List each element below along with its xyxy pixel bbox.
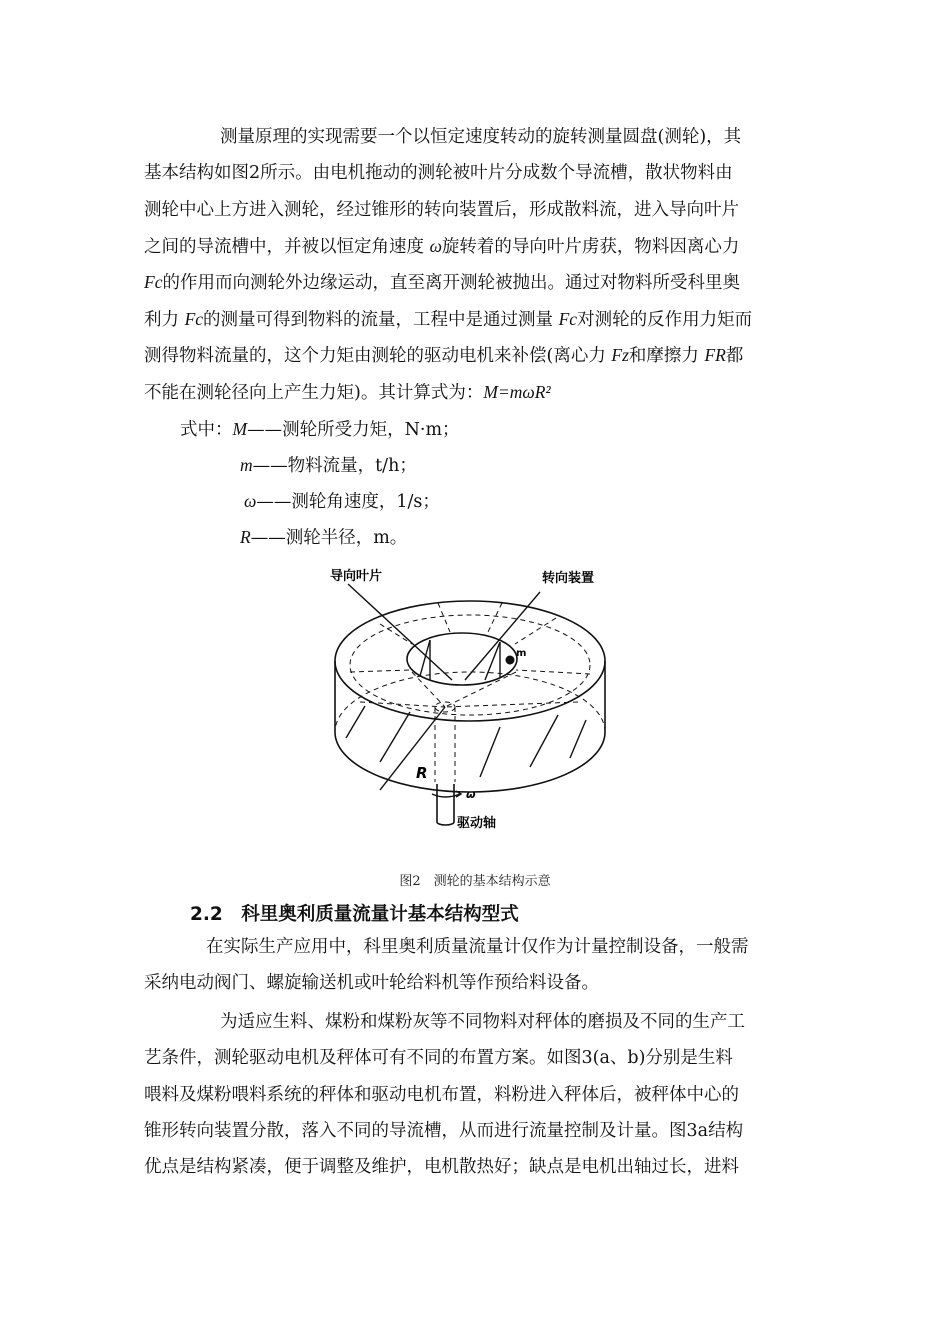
front-blade xyxy=(380,712,410,762)
def-mass-flow xyxy=(240,454,417,477)
turner-leader-line xyxy=(465,592,540,680)
fc-symbol: Fc xyxy=(558,309,578,329)
para1-line-6-c: 对测轮的反作用力矩而 xyxy=(577,310,753,330)
para3-line-5: 优点是结构紧凑，便于调整及维护，电机散热好；缺点是电机出轴过长，进料 xyxy=(144,1157,739,1177)
blade-line xyxy=(488,603,502,632)
label-turning-device: 转向装置 xyxy=(542,571,595,586)
front-blade xyxy=(346,706,365,738)
radius-line xyxy=(380,707,445,790)
para3-line-1: 为适应生料、煤粉和煤粉灰等不同物料对秤体的磨损及不同的生产工 xyxy=(220,1012,745,1032)
def-prefix: 式中： xyxy=(180,420,233,440)
para1-line-4-a: 之间的导流槽中，并被以恒定角速度 xyxy=(144,237,430,257)
def-angular-velocity-symbol: ω xyxy=(244,491,257,511)
fz-symbol: Fz xyxy=(611,345,629,365)
blades-leader-line xyxy=(348,584,452,680)
label-omega: ω xyxy=(466,788,476,801)
para2-line-2: 采纳电动阀门、螺旋输送机或叶轮给料机等作预给料设备。 xyxy=(144,973,599,993)
fc-symbol: Fc xyxy=(184,309,204,329)
fr-symbol: FR xyxy=(704,345,726,365)
wheel-bottom-arc xyxy=(335,732,605,792)
label-radius: R xyxy=(416,764,428,782)
measuring-wheel-figure xyxy=(320,562,620,857)
para1-line-1: 测量原理的实现需要一个以恒定速度转动的旋转测量圆盘(测轮)，其 xyxy=(220,127,742,147)
mass-particle-dot xyxy=(506,656,515,665)
para1-line-8-a: 不能在测轮径向上产生力矩)。其计算式为： xyxy=(144,383,484,403)
para3-line-2: 艺条件，测轮驱动电机及秤体可有不同的布置方案。如图3(a、b)分别是生料 xyxy=(144,1048,733,1068)
blade-line xyxy=(350,670,410,672)
para1-line-5 xyxy=(144,271,740,294)
blade-line xyxy=(516,670,590,674)
front-blade xyxy=(480,727,500,777)
def-radius-text: ——测轮半径，m。 xyxy=(250,528,408,548)
fc-symbol: Fc xyxy=(144,272,163,292)
figure-caption: 图2 测轮的基本结构示意 xyxy=(399,874,551,889)
def-radius xyxy=(240,526,407,549)
def-mass-flow-text: ——物料流量，t/h； xyxy=(252,456,417,476)
para1-line-4 xyxy=(144,235,739,258)
label-mass: m xyxy=(516,648,527,659)
para1-line-7-c: 都 xyxy=(725,346,744,366)
para1-line-6-a: 利力 xyxy=(144,310,185,330)
def-angular-velocity xyxy=(244,490,440,513)
omega-symbol: ω xyxy=(429,236,442,256)
label-guide-blades: 导向叶片 xyxy=(330,569,383,584)
para1-line-6 xyxy=(144,308,752,331)
para3-line-3: 喂料及煤粉喂料系统的秤体和驱动电机布置，料粉进入秤体后，被秤体中心的 xyxy=(144,1085,739,1105)
wheel-inner-dashed-ellipse xyxy=(350,615,590,715)
cone-line xyxy=(412,672,445,707)
cone-line xyxy=(445,672,516,707)
para1-line-7-b: 和摩擦力 xyxy=(628,346,705,366)
para1-line-3: 测轮中心上方进入测轮，经过锥形的转向装置后，形成散料流，进入导向叶片 xyxy=(144,200,739,220)
def-torque-symbol: M xyxy=(232,419,248,439)
blade-line xyxy=(515,618,556,644)
para1-line-2: 基本结构如图2所示。由电机拖动的测轮被叶片分成数个导流槽，散状物料由 xyxy=(144,163,733,183)
front-blade xyxy=(570,720,586,758)
blade-line xyxy=(438,603,450,632)
formula: M=mωR² xyxy=(483,382,551,402)
para1-line-6-b: 的测量可得到物料的流量，工程中是通过测量 xyxy=(203,310,559,330)
section-heading: 2.2 科里奥利质量流量计基本结构型式 xyxy=(190,904,519,925)
def-torque-text: ——测轮所受力矩，N·m； xyxy=(247,420,460,440)
para1-line-4-b: 旋转着的导向叶片虏获，物料因离心力 xyxy=(441,237,740,257)
para1-line-7 xyxy=(144,344,743,367)
para1-line-8 xyxy=(144,381,551,404)
label-drive-shaft: 驱动轴 xyxy=(457,816,497,831)
para1-line-5-b: 的作用而向测轮外边缘运动，直至离开测轮被抛出。通过对物料所受科里奥 xyxy=(162,273,740,293)
blade-line xyxy=(380,624,412,644)
def-angular-velocity-text: ——测轮角速度，1/s； xyxy=(256,492,440,512)
para2-line-1: 在实际生产应用中，科里奥利质量流量计仅作为计量控制设备，一般需 xyxy=(206,937,749,957)
shaft-end xyxy=(437,822,454,825)
def-torque xyxy=(180,418,460,441)
para1-line-7-a: 测得物料流量的，这个力矩由测轮的驱动电机来补偿(离心力 xyxy=(144,346,612,366)
para3-line-4: 锥形转向装置分散，落入不同的导流槽，从而进行流量控制及计量。图3a结构 xyxy=(144,1121,744,1141)
def-mass-flow-symbol: m xyxy=(240,455,253,475)
front-blade xyxy=(530,715,558,767)
def-radius-symbol: R xyxy=(240,527,251,547)
